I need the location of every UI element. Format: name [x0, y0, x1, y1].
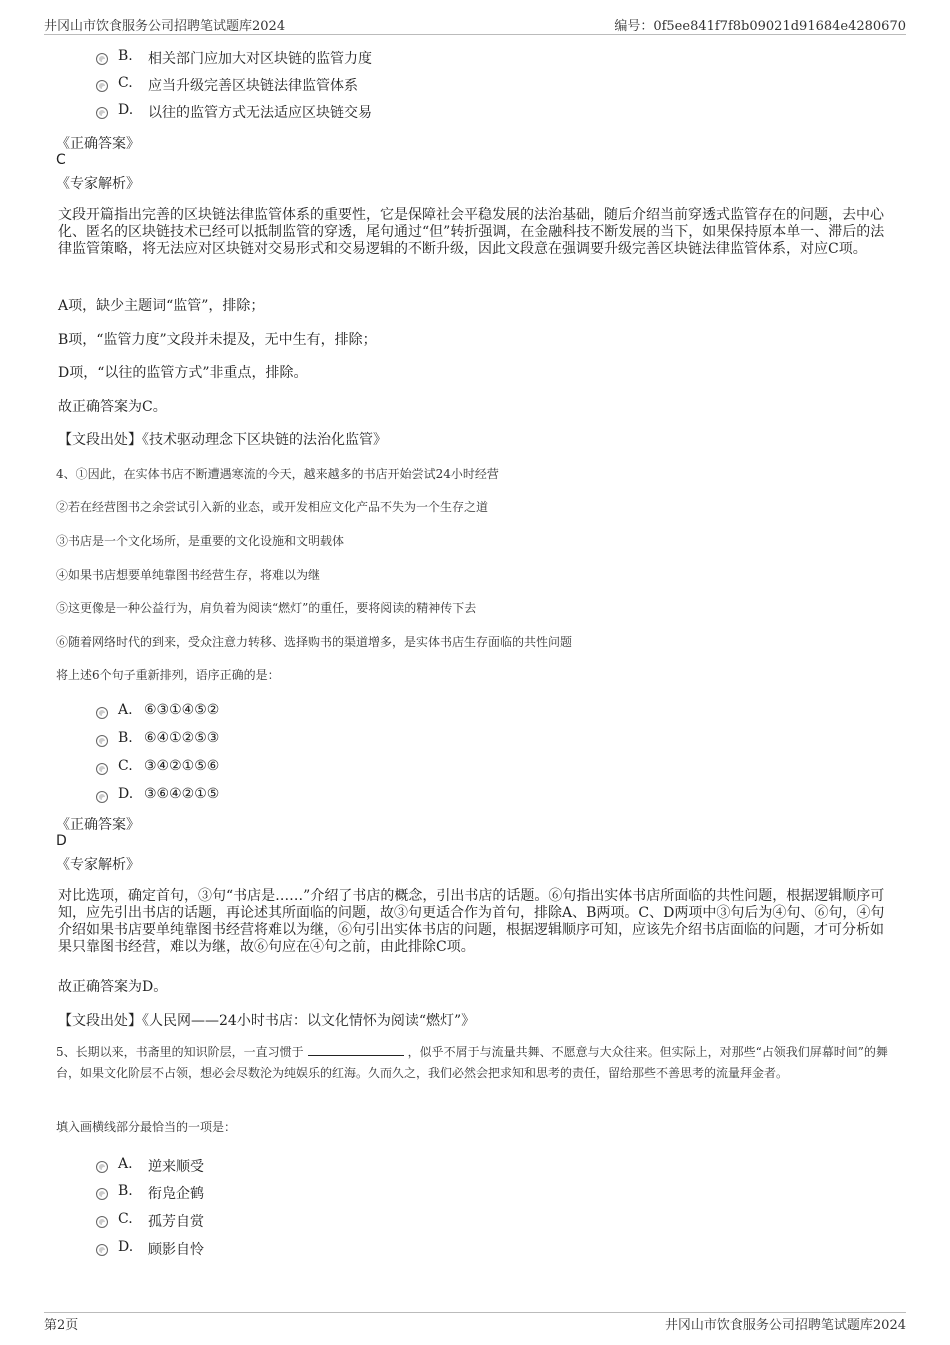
- q4-sentence-5: ⑤这更像是一种公益行为，肩负着为阅读“燃灯”的重任，要将阅读的精神传下去: [56, 601, 477, 615]
- q3-exclude-d: D项，“以往的监管方式”非重点，排除。: [58, 365, 308, 381]
- radio-icon[interactable]: [96, 1216, 108, 1228]
- q5-stem: 5、长期以来，书斋里的知识阶层，一直习惯于 ，似乎不屑于与流量共舞、不愿意与大众往来。但实际上，对那些“占领我们屏幕时间”的舞台，如果文化阶层不占领，想必会尽数沦为纯娱乐的红海。久而久之，我们必然会把求知和思考的责任，留给那些不善思考的流量拜金者。: [56, 1045, 888, 1080]
- q3-analysis-label: 《专家解析》: [56, 176, 140, 192]
- q4-sentence-6: ⑥随着网络时代的到来，受众注意力转移、选择购书的渠道增多，是实体书店生存面临的共性问题: [56, 635, 573, 649]
- q4-analysis-text: 对比选项，确定首句，③句“书店是……”介绍了书店的概念，引出书店的话题。⑥句指出实体书店所面临的共性问题，根据逻辑顺序可知，应先引出书店的话题，再论述其所面临的问题，故③句更适合作为首句，排除A、B两项。C、D两项中③句后为④句、⑥句，④句介绍如果书店要单纯靠图书经营将难以为继，⑥句引出实体书店的问题，根据逻辑顺序可知，应该先介绍书店面临的问题，才可分析如果只靠图书经营，难以为继，故⑥句应在④句之前，由此排除C项。: [58, 888, 885, 955]
- q4-sentence-1: 4、①因此，在实体书店不断遭遇寒流的今天，越来越多的书店开始尝试24小时经营: [56, 467, 499, 481]
- radio-icon[interactable]: [96, 107, 108, 119]
- radio-icon[interactable]: [96, 735, 108, 747]
- q4-answer: D: [56, 833, 67, 849]
- q4-prompt: 将上述6个句子重新排列，语序正确的是：: [56, 668, 280, 682]
- header-title: 井冈山市饮食服务公司招聘笔试题库2024: [44, 19, 286, 34]
- page-number: 第2页: [44, 1318, 79, 1333]
- q3-analysis-text: 文段开篇指出完善的区块链法律监管体系的重要性，它是保障社会平稳发展的法治基础，随后介绍当前穿透式监管存在的问题，去中心化、匿名的区块链技术已经可以抵制监管的穿透，尾句通过“但”转折强调，在金融科技不断发展的当下，如果保持原本单一、滞后的法律监管策略，将无法应对区块链对交易形式和交易逻辑的不断升级，因此文段意在强调要升级完善区块链法律监管体系，对应C项。: [58, 207, 885, 257]
- q3-exclude-b: B项，“监管力度”文段并未提及，无中生有，排除；: [58, 332, 377, 348]
- q3-exclude-a: A项，缺少主题词“监管”，排除；: [58, 298, 265, 314]
- q4-sentence-4: ④如果书店想要单纯靠图书经营生存，将难以为继: [56, 568, 321, 582]
- answer-blank: [308, 1043, 404, 1056]
- radio-icon[interactable]: [96, 53, 108, 65]
- q5-prompt: 填入画横线部分最恰当的一项是：: [56, 1120, 237, 1134]
- footer-title: 井冈山市饮食服务公司招聘笔试题库2024: [664, 1318, 906, 1333]
- q4-answer-label: 《正确答案》: [56, 817, 140, 833]
- q4-analysis-label: 《专家解析》: [56, 857, 140, 873]
- q4-conclusion: 故正确答案为D。: [58, 979, 168, 995]
- radio-icon[interactable]: [96, 707, 108, 719]
- radio-icon[interactable]: [96, 791, 108, 803]
- q3-answer-label: 《正确答案》: [56, 136, 140, 152]
- q3-conclusion: 故正确答案为C。: [58, 399, 167, 415]
- radio-icon[interactable]: [96, 80, 108, 92]
- radio-icon[interactable]: [96, 763, 108, 775]
- q4-sentence-2: ②若在经营图书之余尝试引入新的业态，或开发相应文化产品不失为一个生存之道: [56, 500, 489, 514]
- radio-icon[interactable]: [96, 1244, 108, 1256]
- footer-divider: [44, 1312, 906, 1313]
- q3-source: 【文段出处】《技术驱动理念下区块链的法治化监管》: [58, 432, 387, 448]
- q4-source: 【文段出处】《人民网——24小时书店：以文化情怀为阅读“燃灯”》: [58, 1013, 476, 1029]
- document-code: 编号：0f5ee841f7f8b09021d91684e4280670: [614, 19, 906, 34]
- radio-icon[interactable]: [96, 1161, 108, 1173]
- header-divider: [44, 34, 906, 35]
- q3-answer: C: [56, 152, 66, 168]
- q4-sentence-3: ③书店是一个文化场所，是重要的文化设施和文明载体: [56, 534, 345, 548]
- radio-icon[interactable]: [96, 1188, 108, 1200]
